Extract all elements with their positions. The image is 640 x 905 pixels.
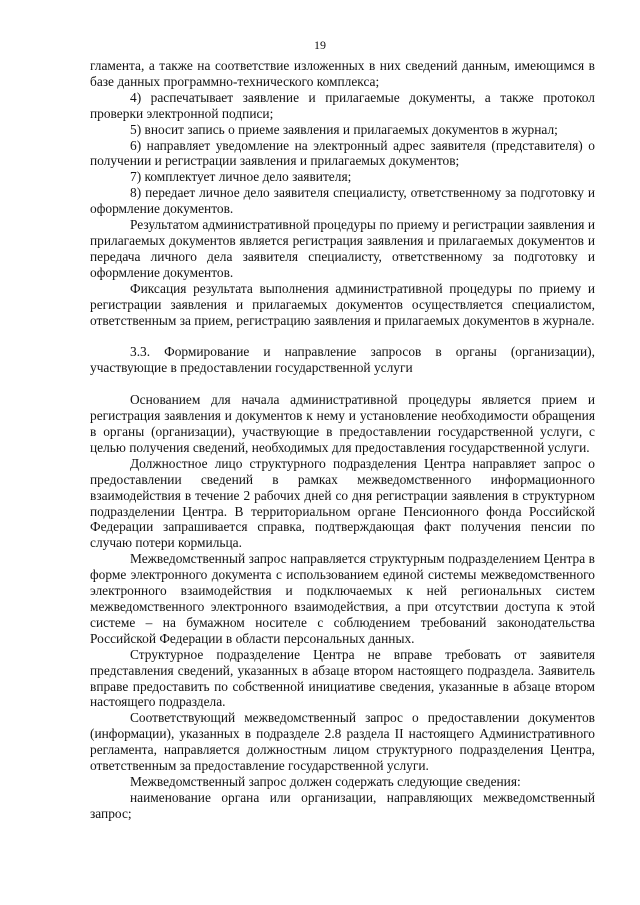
document-body: [90, 58, 595, 822]
list-item: 4) распечатывает заявление и прилагаемые документы, а также протокол проверки электронной подписи;: [90, 89, 595, 121]
page-number: 19: [314, 38, 326, 52]
list-item: 8) передает личное дело заявителя специалисту, ответственному за подготовку и оформление документов.: [90, 185, 595, 217]
list-item: 7) комплектует личное дело заявителя;: [130, 169, 352, 185]
paragraph: Соответствующий межведомственный запрос о предоставлении документов (информации), указанных в подразделе 2.8 раздела II настоящего Административного регламента, направляется должностным лицом структурного подразделения Центра, ответственным за предоставление государственной услуги.: [90, 710, 595, 774]
paragraph: наименование органа или организации, направляющих межведомственный запрос;: [90, 789, 595, 821]
list-item: 6) направляет уведомление на электронный адрес заявителя (представителя) о получении и регистрации заявления и прилагаемых документов;: [90, 137, 595, 169]
paragraph: Структурное подразделение Центра не вправе требовать от заявителя представления сведений, указанных в абзаце втором настоящего подраздела. Заявитель вправе предоставить по собственной инициативе сведения, указанные в абзаце втором настоящего подраздела.: [90, 646, 595, 710]
paragraph: Фиксация результата выполнения административной процедуры по приему и регистрации заявления и прилагаемых документов осуществляется специалистом, ответственным за прием, регистрацию заявления и прилагаемых документов в журнале.: [90, 280, 595, 328]
list-item: 5) вносит запись о приеме заявления и прилагаемых документов в журнал;: [130, 121, 558, 137]
paragraph: Основанием для начала административной процедуры является прием и регистрация заявления и документов к нему и установление необходимости обращения в органы (организации), участвующие в предоставлении государственной услуги, с целью получения сведений, необходимых для предоставления государственной услуги.: [90, 392, 595, 455]
paragraph: Межведомственный запрос должен содержать следующие сведения:: [130, 773, 521, 789]
paragraph: Результатом административной процедуры по приему и регистрации заявления и прилагаемых документов является регистрация заявления и прилагаемых документов и передача личного дела заявителя специалисту, ответственному за подготовку и оформление документов.: [90, 217, 595, 280]
paragraph: Должностное лицо структурного подразделения Центра направляет запрос о предоставлении сведений в рамках межведомственного информационного взаимодействия в течение 2 рабочих дней со дня регистрации заявления в структурном подразделении Центра. В территориальном органе Пенсионного фонда Российской Федерации запрашивается справка, подтверждающая факт получения пенсии по случаю потери кормильца.: [90, 455, 595, 551]
paragraph: Межведомственный запрос направляется структурным подразделением Центра в форме электронного документа с использованием единой системы межведомственного электронного взаимодействия и подключаемых к ней региональных систем межведомственного электронного взаимодействия, а при отсутствии доступа к этой системе – на бумажном носителе с соблюдением требований законодательства Российской Федерации в области персональных данных.: [90, 551, 595, 646]
paragraph-continuation: гламента, а также на соответствие изложенных в них сведений данным, имеющимся в базе данных программно-технического комплекса;: [90, 58, 595, 89]
section-heading: 3.3. Формирование и направление запросов в органы (организации), участвующие в предоставлении государственной услуги: [90, 344, 595, 376]
